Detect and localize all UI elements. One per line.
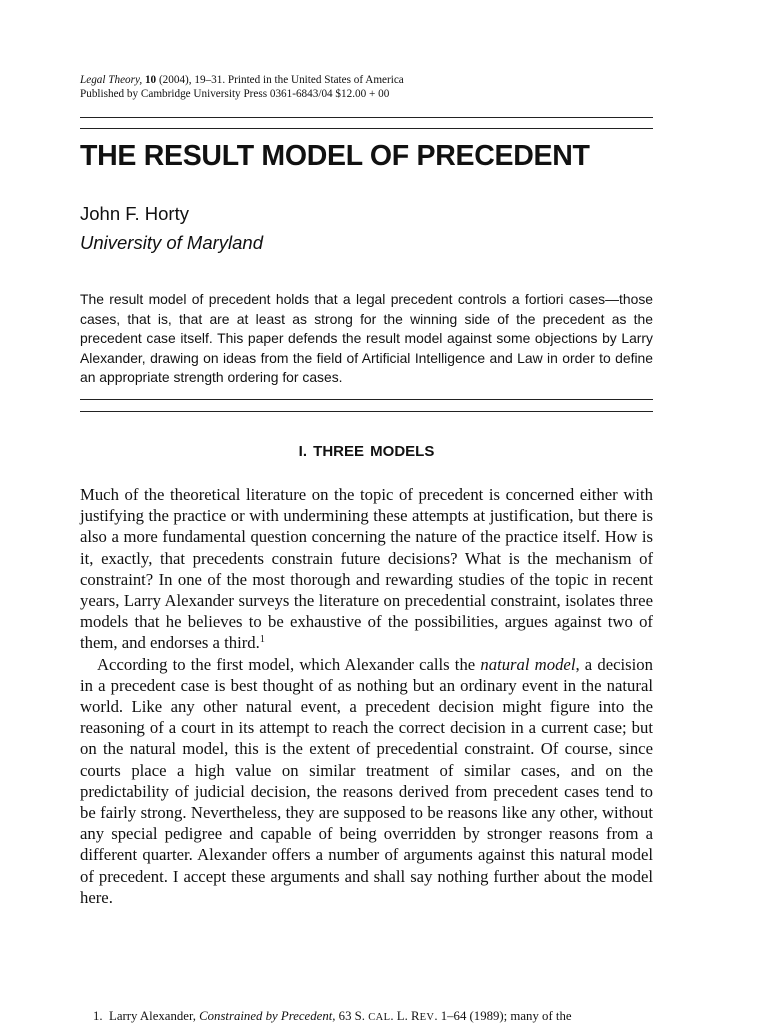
footnote-citation-e: . 1–64 (1989); many of the [434,1009,572,1023]
footnote-citation-c: . L. R [390,1009,420,1023]
abstract-rule-bottom [80,411,653,412]
abstract-rule-top [80,399,653,400]
journal-volume: 10 [144,74,157,86]
footnote-work: Constrained by Precedent [199,1009,333,1023]
paragraph-2-before: According to the first model, which Alexander calls the [97,654,481,674]
paragraph-2-term: natural model [480,654,576,674]
footnote-number: 1. [93,1009,103,1023]
journal-header [80,73,404,101]
footnote-citation-d: EV [419,1012,435,1023]
footnote-author: Larry Alexander, [109,1009,196,1023]
author-affiliation: University of Maryland [80,232,264,253]
author-name: John F. Horty [80,203,189,224]
paragraph-2 [80,654,653,908]
header-rule-bottom [80,128,653,129]
journal-name: Legal Theory, [80,74,143,86]
footnote-citation-b: CAL [368,1012,391,1023]
footnote-1 [93,1008,653,1026]
section-heading: I. THREE MODELS [298,443,435,460]
journal-citation-line [80,73,404,87]
journal-details: (2004), 19–31. Printed in the United States of America [158,74,404,86]
header-rule-top [80,117,653,118]
paragraph-1-text: Much of the theoretical literature on the topic of precedent is concerned either with justifying the practice or with undermining these attempts at justification, but there is also a more fundamental question concerning the nature of the practice itself. How is it, exactly, that precedents constrain future decisions? What is the mechanism of constraint? In one of the most thorough and rewarding studies of the topic in recent years, Larry Alexander surveys the literature on precedential constraint, isolates three models that he believes to be exhaustive of the possibilities, argues against two of them, and endorses a third. [80,485,653,653]
paper-title: THE RESULT MODEL OF PRECEDENT [80,140,590,172]
footnote-citation-a: , 63 S. [332,1009,369,1023]
footnote-reference[interactable]: 1 [259,634,265,646]
paragraph-1 [80,484,653,654]
abstract: The result model of precedent holds that a legal precedent controls a fortiori cases—those cases, that is, that are at least as strong for the winning side of the precedent as the precedent case itself. This paper defends the result model against some objections by Larry Alexander, drawing on ideas from the field of Artificial Intelligence and Law in order to define an appropriate strength ordering for cases. [80,291,653,386]
paragraph-2-after: , a decision in a precedent case is best thought of as nothing but an ordinary event in the natural world. Like any other natural event, a precedent decision might figure into the reasoning of a court in its attempt to reach the correct decision in a current case; but on the natural model, this is the extent of precedential constraint. Of course, since courts place a high value on similar treatment of similar cases, and on the predictability of judicial decision, the reasons derived from precedent cases tend to be fairly strong. Nevertheless, they are supposed to be reasons like any other, without any special pedigree and capable of being overridden by stronger reasons from a different quarter. Alexander offers a number of arguments against this natural model of precedent. I accept these arguments and shall say nothing further about the model here. [80,654,653,907]
publisher-line: Published by Cambridge University Press 0361-6843/04 $12.00 + 00 [80,88,390,100]
body-text [80,484,653,908]
